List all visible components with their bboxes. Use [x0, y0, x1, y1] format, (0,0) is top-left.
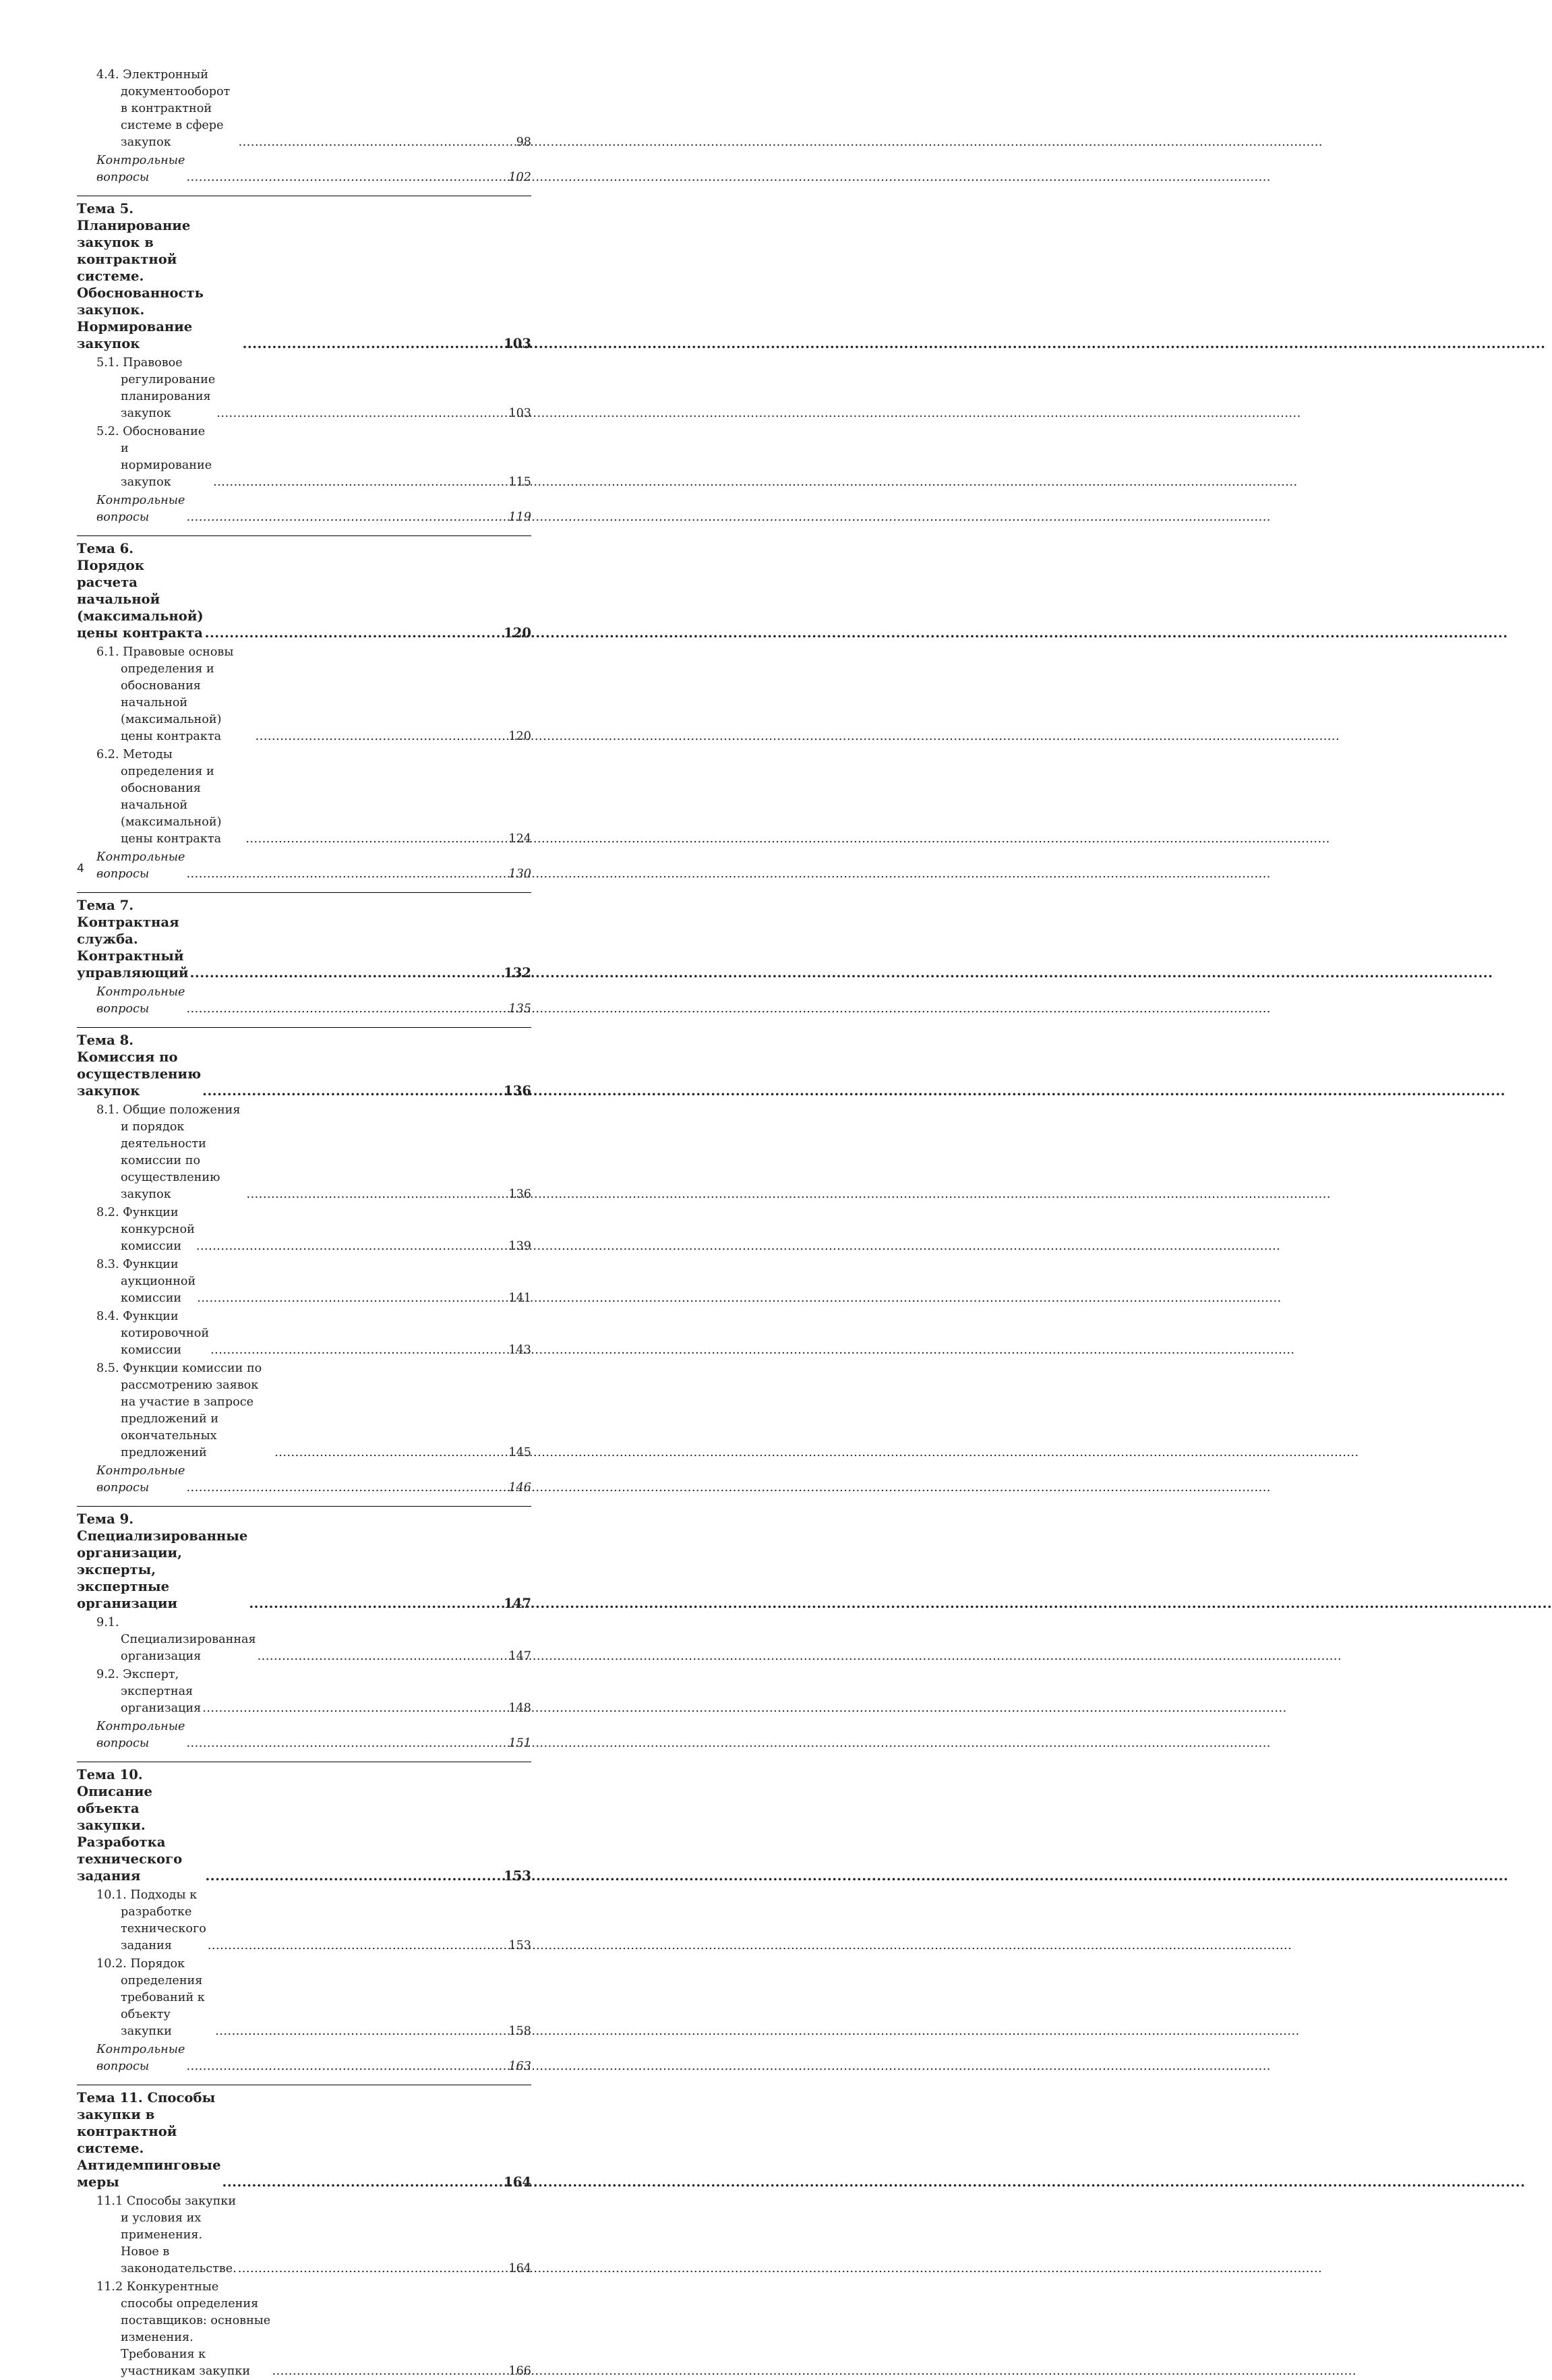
dot-leader — [216, 405, 507, 422]
dot-leader — [205, 625, 502, 641]
dot-leader — [222, 2174, 503, 2190]
toc-entry-title: 6.1. Правовые основы определения и обоснования начальной (максимальной) цены контракта — [96, 645, 234, 743]
toc-entry-title: Тема 11. Способы закупки в контрактной системе. Антидемпинговые меры — [77, 2090, 221, 2190]
dot-leader — [210, 1342, 507, 1359]
dot-leader — [208, 1938, 508, 1954]
dot-leader — [272, 2363, 508, 2380]
toc-subsection[interactable] — [77, 1666, 531, 1717]
dot-leader — [245, 831, 507, 848]
toc-entry-page: 153 — [504, 1868, 531, 1884]
dot-leader — [238, 2261, 508, 2277]
toc-review-questions[interactable] — [77, 152, 531, 186]
toc-subsection[interactable] — [77, 747, 531, 848]
toc-entry-page: 115 — [508, 475, 531, 489]
toc-subsection[interactable] — [77, 1360, 531, 1461]
toc-entry-title: Контрольные вопросы — [96, 1720, 185, 1750]
toc-entry-page: 145 — [508, 1446, 531, 1459]
toc-entry-title: 9.1. Специализированная организация — [96, 1616, 256, 1663]
toc-entry-title: 10.1. Подходы к разработке технического задания — [96, 1888, 206, 1952]
dot-leader — [247, 1186, 508, 1203]
toc-entry-title: 10.2. Порядок определения требований к объекту закупки — [96, 1957, 205, 2038]
toc-entry-title: 11.1 Способы закупки и условия их применения. Новое в законодательстве. — [96, 2195, 237, 2275]
toc-entry-page: 148 — [508, 1702, 531, 1715]
toc-entry-page: 141 — [508, 1291, 531, 1305]
dot-leader — [186, 1735, 507, 1752]
dot-leader — [249, 1595, 502, 1612]
toc-entry-page: 166 — [508, 2364, 531, 2378]
toc-subsection[interactable] — [77, 67, 531, 151]
toc-entry-title: 9.2. Эксперт, экспертная организация — [96, 1668, 202, 1715]
toc-entry-title: Тема 6. Порядок расчета начальной (максимальной) цены контракта — [77, 541, 204, 641]
dot-leader — [202, 1700, 507, 1717]
toc-topic[interactable] — [77, 1506, 531, 1612]
dot-leader — [205, 1867, 502, 1884]
toc-entry-title: 5.2. Обоснование и нормирование закупок — [96, 425, 212, 489]
toc-entry-page: 103 — [508, 407, 531, 420]
toc-entry-page: 119 — [508, 511, 531, 524]
toc-subsection[interactable] — [77, 2279, 531, 2380]
dot-leader — [258, 1648, 508, 1665]
toc-entry-page: 147 — [504, 1596, 531, 1611]
dot-leader — [186, 509, 507, 526]
toc-topic[interactable] — [77, 535, 531, 641]
dot-leader — [196, 1238, 508, 1255]
toc-review-questions[interactable] — [77, 984, 531, 1018]
toc-review-questions[interactable] — [77, 849, 531, 883]
dot-leader — [243, 335, 503, 352]
toc-entry-title: 8.2. Функции конкурсной комиссии — [96, 1206, 195, 1253]
toc-subsection[interactable] — [77, 1615, 531, 1665]
toc-entry-title: Контрольные вопросы — [96, 985, 185, 1016]
dot-leader — [256, 728, 508, 745]
dot-leader — [186, 1480, 507, 1497]
dot-leader — [190, 964, 503, 981]
toc-subsection[interactable] — [77, 1887, 531, 1954]
dot-leader — [215, 2023, 507, 2040]
toc-entry-title: 8.5. Функции комиссии по рассмотрению заявок на участие в запросе предложений и окончательных предложений — [96, 1362, 262, 1459]
toc-entry-title: Контрольные вопросы — [96, 850, 185, 881]
toc-entry-page: 135 — [508, 1002, 531, 1016]
toc-entry-title: Тема 7. Контрактная служба. Контрактный управляющий — [77, 898, 189, 981]
toc-entry-page: 102 — [508, 171, 531, 184]
toc-entry-page: 143 — [508, 1343, 531, 1357]
toc-entry-page: 164 — [504, 2174, 531, 2190]
dot-leader — [202, 1082, 502, 1099]
toc-entry-page: 146 — [508, 1481, 531, 1494]
dot-leader — [239, 134, 515, 151]
toc-entry-page: 136 — [504, 1083, 531, 1099]
toc-entry-page: 120 — [504, 625, 531, 641]
toc-subsection[interactable] — [77, 1102, 531, 1203]
toc-entry-page: 153 — [508, 1939, 531, 1952]
toc-topic[interactable] — [77, 892, 531, 981]
toc-review-questions[interactable] — [77, 1463, 531, 1497]
toc-entry-page: 120 — [508, 730, 531, 743]
toc-subsection[interactable] — [77, 424, 531, 491]
toc-review-questions[interactable] — [77, 2041, 531, 2075]
toc-entry-page: 136 — [508, 1188, 531, 1201]
toc-entry-page: 151 — [508, 1737, 531, 1750]
toc-entry-title: 4.4. Электронный документооборот в контрактной системе в сфере закупок — [96, 68, 231, 149]
toc-entry-page: 139 — [508, 1240, 531, 1253]
dot-leader — [186, 169, 507, 186]
toc-subsection[interactable] — [77, 1956, 531, 2040]
toc-entry-title: 11.2 Конкурентные способы определения поставщиков: основные изменения. Требования к участникам закупки — [96, 2280, 271, 2378]
dot-leader — [274, 1445, 507, 1461]
toc-review-questions[interactable] — [77, 492, 531, 526]
dot-leader — [213, 474, 507, 491]
toc-entry-title: 8.3. Функции аукционной комиссии — [96, 1258, 196, 1305]
toc-entry-page: 163 — [508, 2060, 531, 2073]
toc-subsection[interactable] — [77, 2193, 531, 2277]
toc-review-questions[interactable] — [77, 1718, 531, 1752]
toc-entry-title: Контрольные вопросы — [96, 154, 185, 184]
toc-subsection[interactable] — [77, 1204, 531, 1255]
toc-entry-title: Тема 9. Специализированные организации, эксперты, экспертные организации — [77, 1511, 248, 1611]
toc-entry-page: 132 — [504, 965, 531, 981]
toc-topic[interactable] — [77, 2085, 531, 2190]
toc-entry-page: 98 — [516, 136, 531, 149]
toc-subsection[interactable] — [77, 355, 531, 422]
dot-leader — [186, 866, 507, 883]
toc-entry-title: Контрольные вопросы — [96, 2043, 185, 2073]
toc-entry-title: 8.4. Функции котировочной комиссии — [96, 1310, 210, 1357]
dot-leader — [197, 1290, 507, 1307]
toc-subsection[interactable] — [77, 1308, 531, 1359]
toc-entry-page: 124 — [508, 832, 531, 846]
toc-entry-title: Тема 8. Комиссия по осуществлению закупок — [77, 1033, 202, 1099]
toc-entry-page: 103 — [504, 336, 531, 351]
toc-entry-page: 158 — [508, 2025, 531, 2038]
toc-entry-title: 6.2. Методы определения и обоснования начальной (максимальной) цены контракта — [96, 748, 222, 846]
dot-leader — [186, 2058, 507, 2075]
toc-entry-page: 164 — [508, 2262, 531, 2275]
toc-topic[interactable] — [77, 1762, 531, 1884]
toc-entry-title: Тема 5. Планирование закупок в контрактной системе. Обоснованность закупок. Нормирование закупок — [77, 201, 204, 351]
toc-entry-title: Тема 10. Описание объекта закупки. Разработка технического задания — [77, 1767, 183, 1884]
table-of-contents — [77, 67, 531, 2380]
toc-entry-title: Контрольные вопросы — [96, 494, 185, 524]
toc-entry-page: 147 — [508, 1650, 531, 1663]
page-number: 4 — [77, 862, 84, 875]
toc-entry-title: Контрольные вопросы — [96, 1464, 185, 1494]
toc-topic[interactable] — [77, 1027, 531, 1099]
toc-subsection[interactable] — [77, 644, 531, 745]
dot-leader — [186, 1001, 507, 1018]
toc-subsection[interactable] — [77, 1256, 531, 1307]
toc-entry-page: 130 — [508, 867, 531, 881]
toc-topic[interactable] — [77, 196, 531, 352]
toc-entry-title: 5.1. Правовое регулирование планирования закупок — [96, 356, 216, 420]
toc-entry-title: 8.1. Общие положения и порядок деятельности комиссии по осуществлению закупок — [96, 1103, 241, 1201]
